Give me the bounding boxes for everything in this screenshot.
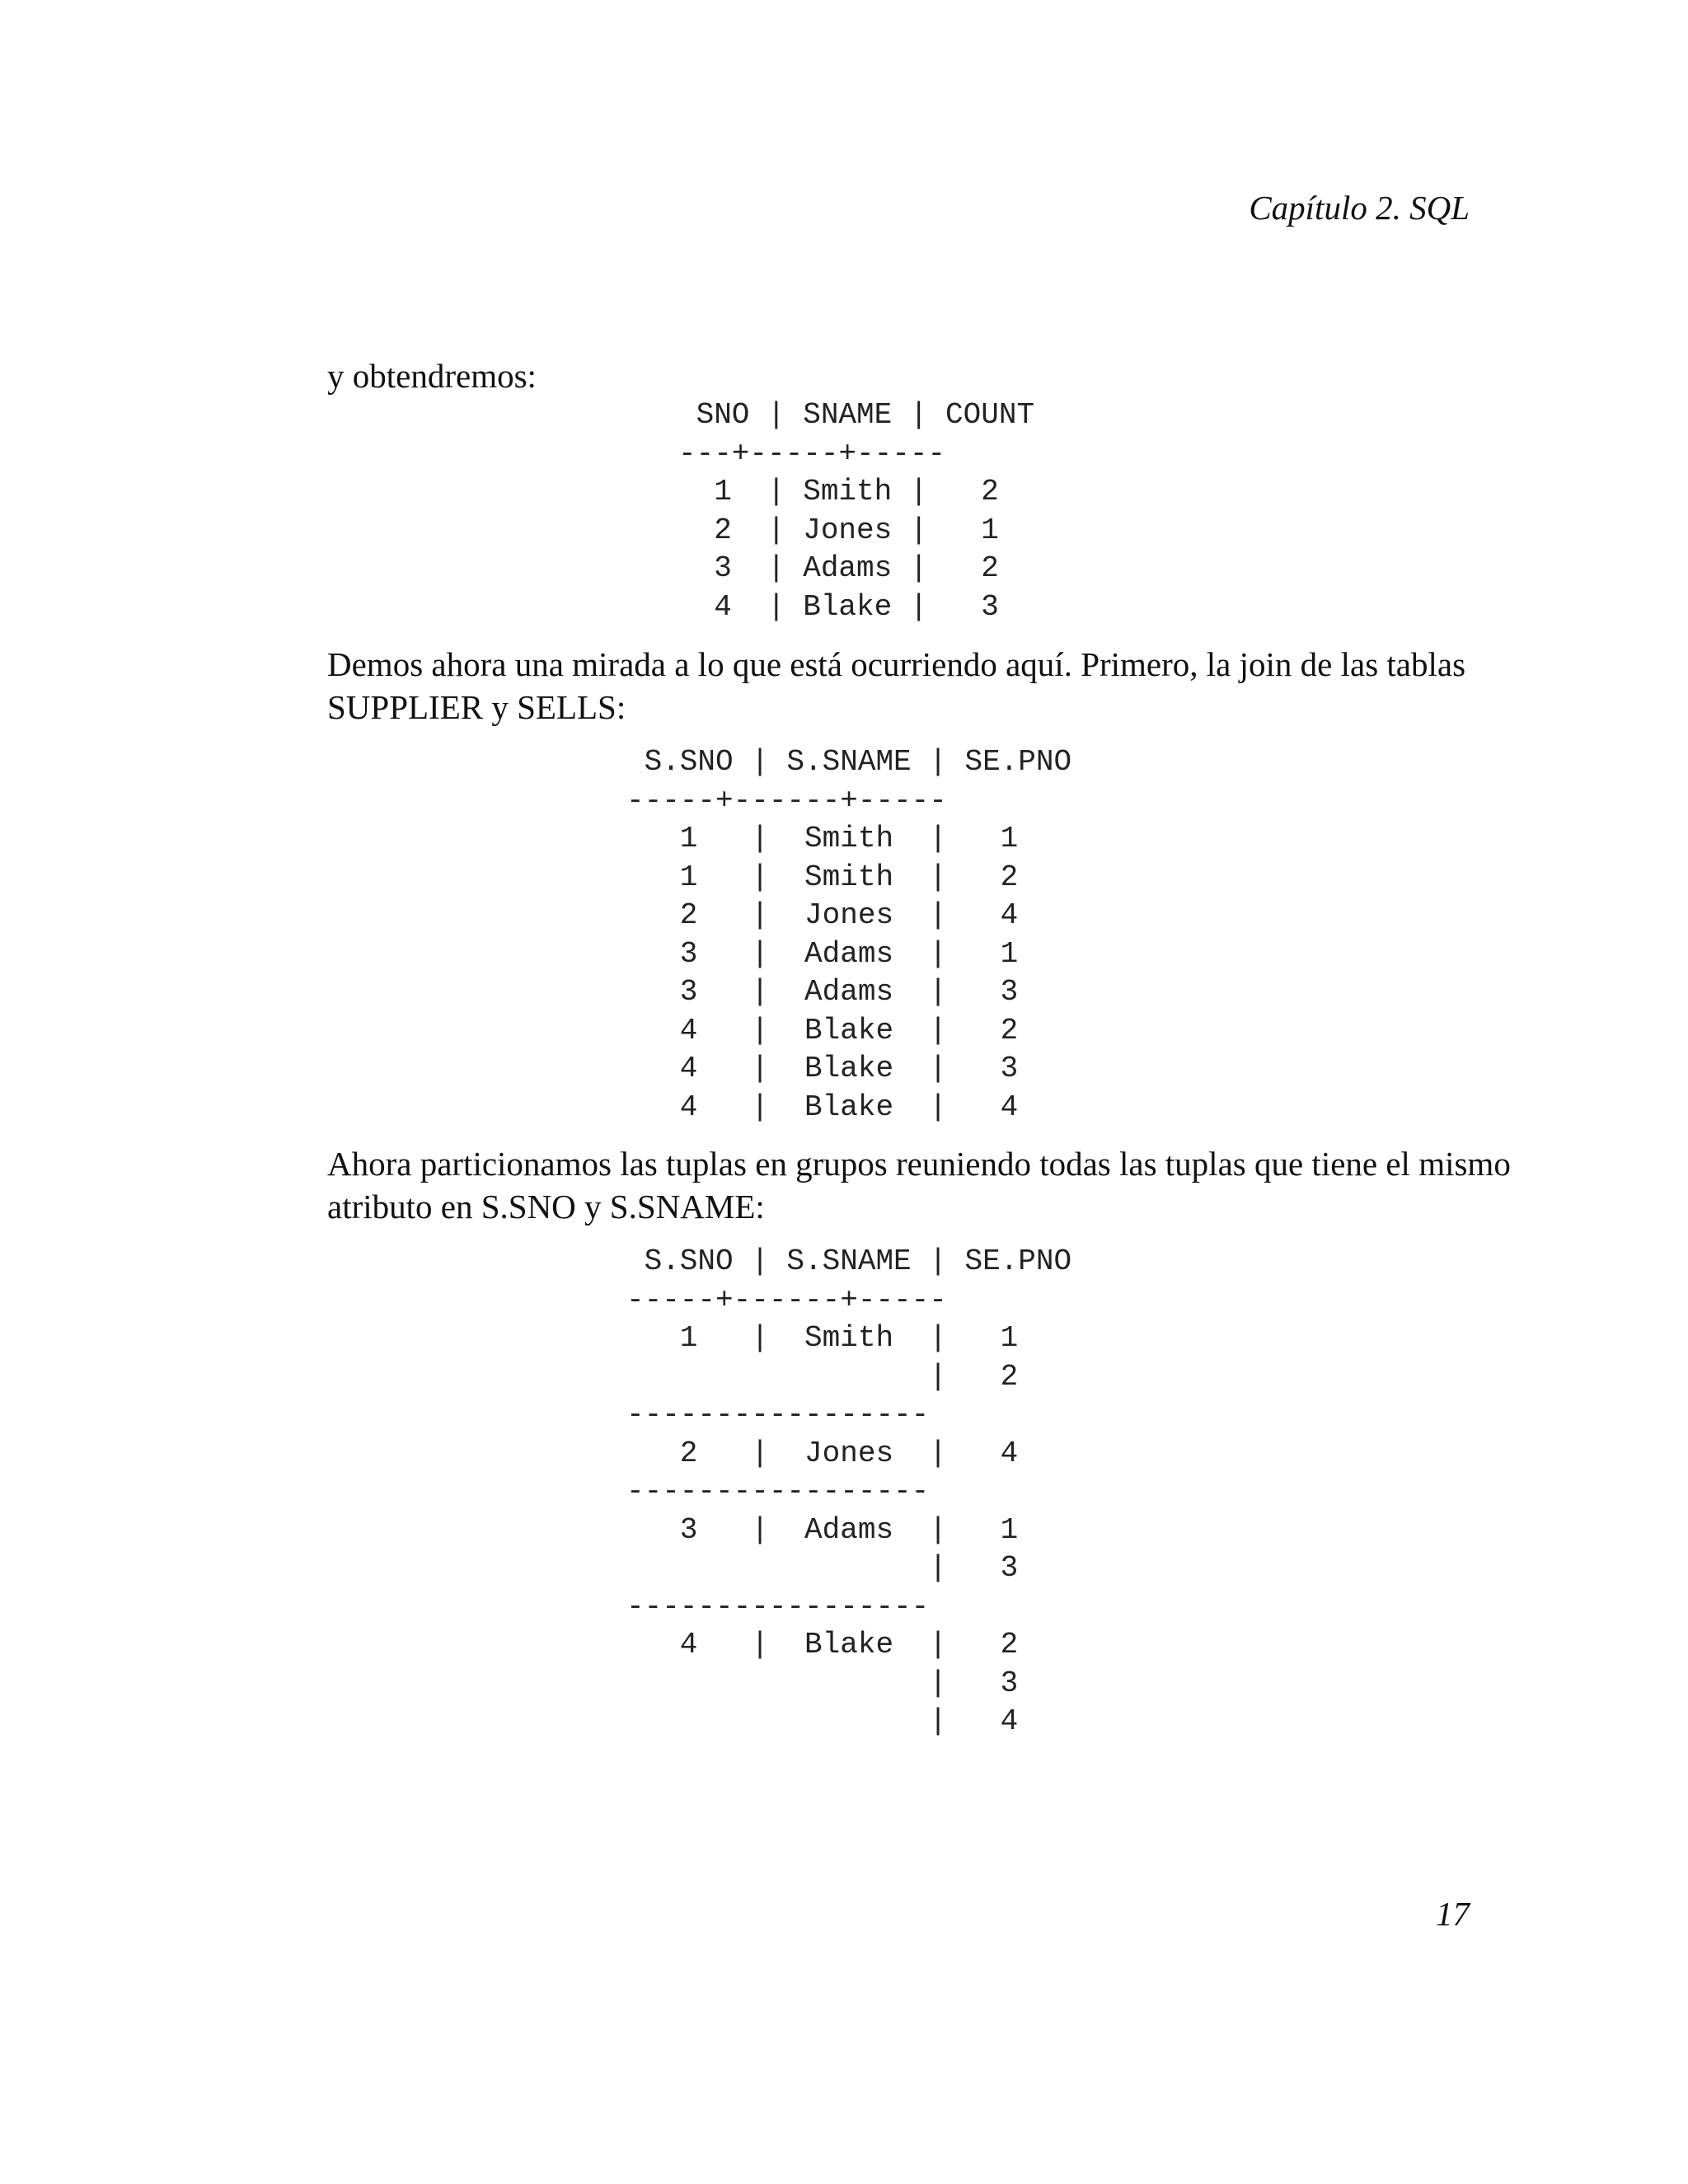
code-line: 4 | Blake | 4 — [626, 1090, 1019, 1124]
code-line: 4 | Blake | 3 — [626, 1052, 1019, 1085]
partition-intro-paragraph — [327, 1142, 1511, 1228]
code-line: -----+------+----- — [626, 1282, 947, 1317]
code-line: 1 | Smith | 1 — [626, 1321, 1019, 1355]
code-line: 4 | Blake | 3 — [678, 589, 999, 624]
code-line: 3 | Adams | 2 — [678, 551, 999, 585]
code-line: | 2 — [626, 1359, 1019, 1394]
code-line: 1 | Smith | 1 — [626, 822, 1019, 855]
code-line: -----+------+----- — [626, 783, 947, 818]
code-line: | 3 — [626, 1551, 1019, 1585]
grouped-table-code-block — [626, 1243, 1071, 1741]
code-line: | 4 — [626, 1704, 1019, 1738]
result-count-code-block — [678, 396, 1034, 626]
code-line: 1 | Smith | 2 — [678, 475, 999, 509]
intro-paragraph — [327, 354, 1481, 397]
code-line: 2 | Jones | 4 — [626, 898, 1019, 932]
code-line: 3 | Adams | 3 — [626, 975, 1019, 1009]
page-number: 17 — [1436, 1895, 1470, 1933]
code-line: 3 | Adams | 1 — [626, 1512, 1019, 1547]
code-line: 1 | Smith | 2 — [626, 860, 1019, 894]
code-line: S.SNO | S.SNAME | SE.PNO — [626, 1244, 1072, 1278]
join-intro-paragraph — [327, 643, 1481, 729]
code-line: | 3 — [626, 1666, 1019, 1700]
code-line: SNO | SNAME | COUNT — [678, 398, 1035, 432]
code-line: 3 | Adams | 1 — [626, 936, 1019, 971]
code-line: 2 | Jones | 4 — [626, 1436, 1019, 1470]
join-table-code-block — [626, 743, 1071, 1127]
running-header: Capítulo 2. SQL — [1249, 189, 1470, 227]
code-line: ----------------- — [626, 1398, 930, 1432]
code-line: 4 | Blake | 2 — [626, 1628, 1019, 1661]
code-line: ----------------- — [626, 1589, 930, 1624]
code-line: ----------------- — [626, 1474, 930, 1508]
text-line: Ahora particionamos las tuplas en grupos reuniendo todas las tuplas que tiene el mismo — [327, 1145, 1511, 1183]
text-line: atributo en S.SNO y S.SNAME: — [327, 1188, 765, 1226]
text-line: y obtendremos: — [327, 357, 537, 395]
code-line: S.SNO | S.SNAME | SE.PNO — [626, 745, 1072, 779]
text-line: Demos ahora una mirada a lo que está ocurriendo aquí. Primero, la join de las tablas — [327, 645, 1466, 683]
code-line: 4 | Blake | 2 — [626, 1013, 1019, 1047]
code-line: 2 | Jones | 1 — [678, 513, 999, 547]
text-line: SUPPLIER y SELLS: — [327, 688, 626, 726]
code-line: ---+-----+----- — [678, 436, 946, 471]
